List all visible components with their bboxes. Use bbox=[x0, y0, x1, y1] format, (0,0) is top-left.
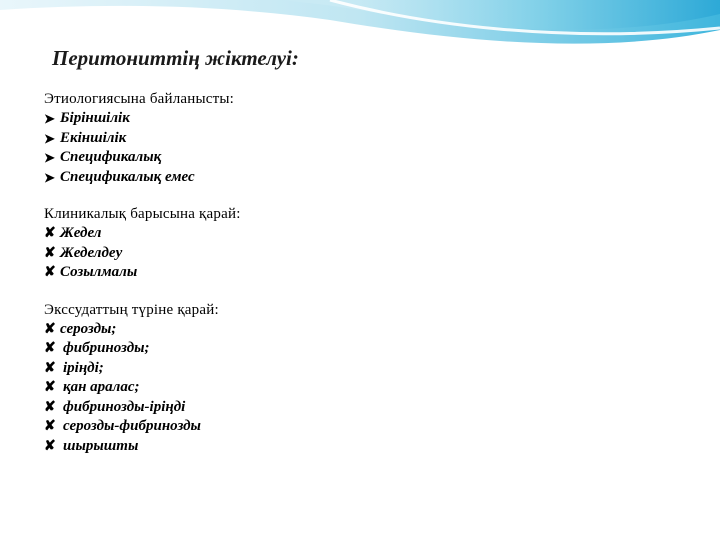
section-clinical-course bbox=[44, 205, 684, 283]
cross-icon: ✘ bbox=[44, 438, 56, 454]
etiology-list bbox=[44, 109, 684, 187]
list-item-text: Жедел bbox=[60, 225, 102, 241]
cross-icon: ✘ bbox=[44, 419, 56, 434]
cross-icon: ✘ bbox=[44, 341, 56, 356]
list-item bbox=[44, 168, 684, 188]
list-item-text: шырышты bbox=[63, 437, 139, 454]
cross-icon: ✘ bbox=[44, 245, 56, 261]
arrow-right-icon: ➤ bbox=[44, 150, 55, 165]
list-item-text: Спецификалық bbox=[60, 149, 162, 165]
list-item-text: Екіншілік bbox=[60, 129, 127, 146]
slide-title: Перитониттің жіктелуі: bbox=[52, 46, 299, 70]
list-item-text: қан аралас; bbox=[63, 379, 140, 395]
list-item bbox=[44, 378, 684, 398]
cross-icon: ✘ bbox=[44, 226, 56, 241]
list-item bbox=[44, 109, 684, 129]
list-item-text: фибринозды; bbox=[63, 340, 150, 356]
arrow-right-icon: ➤ bbox=[44, 111, 55, 126]
classification-content bbox=[44, 90, 684, 456]
list-item bbox=[44, 437, 684, 457]
cross-icon: ✘ bbox=[44, 380, 56, 395]
list-item-text: Жеделдеу bbox=[60, 244, 123, 261]
list-item-text: серозды-фибринозды bbox=[63, 418, 201, 434]
list-item-text: Біріншілік bbox=[60, 110, 130, 126]
clinical-course-list bbox=[44, 224, 684, 283]
cross-icon: ✘ bbox=[44, 360, 56, 376]
section-heading: Этиологиясына байланысты: bbox=[44, 91, 235, 107]
list-item bbox=[44, 224, 684, 244]
section-etiology bbox=[44, 90, 684, 187]
list-item bbox=[44, 339, 684, 359]
list-item-text: іріңді; bbox=[63, 359, 104, 376]
list-item-text: серозды; bbox=[60, 320, 117, 337]
cross-icon: ✘ bbox=[44, 321, 56, 337]
section-heading: Клиникалық барысына қарай: bbox=[44, 206, 241, 222]
arrow-right-icon: ➤ bbox=[44, 169, 55, 185]
section-heading: Экссудаттың түріне қарай: bbox=[44, 301, 219, 318]
cross-icon: ✘ bbox=[44, 265, 56, 280]
section-exudate-type bbox=[44, 301, 684, 457]
list-item bbox=[44, 244, 684, 264]
list-item-text: Спецификалық емес bbox=[60, 168, 195, 185]
list-item bbox=[44, 263, 684, 283]
list-item-text: Созылмалы bbox=[60, 264, 138, 280]
list-item bbox=[44, 320, 684, 340]
exudate-type-list bbox=[44, 320, 684, 457]
list-item-text: фибринозды-іріңді bbox=[63, 398, 186, 415]
cross-icon: ✘ bbox=[44, 399, 56, 415]
list-item bbox=[44, 148, 684, 168]
list-item bbox=[44, 398, 684, 418]
list-item bbox=[44, 129, 684, 149]
list-item bbox=[44, 417, 684, 437]
arrow-right-icon: ➤ bbox=[44, 130, 55, 146]
list-item bbox=[44, 359, 684, 379]
